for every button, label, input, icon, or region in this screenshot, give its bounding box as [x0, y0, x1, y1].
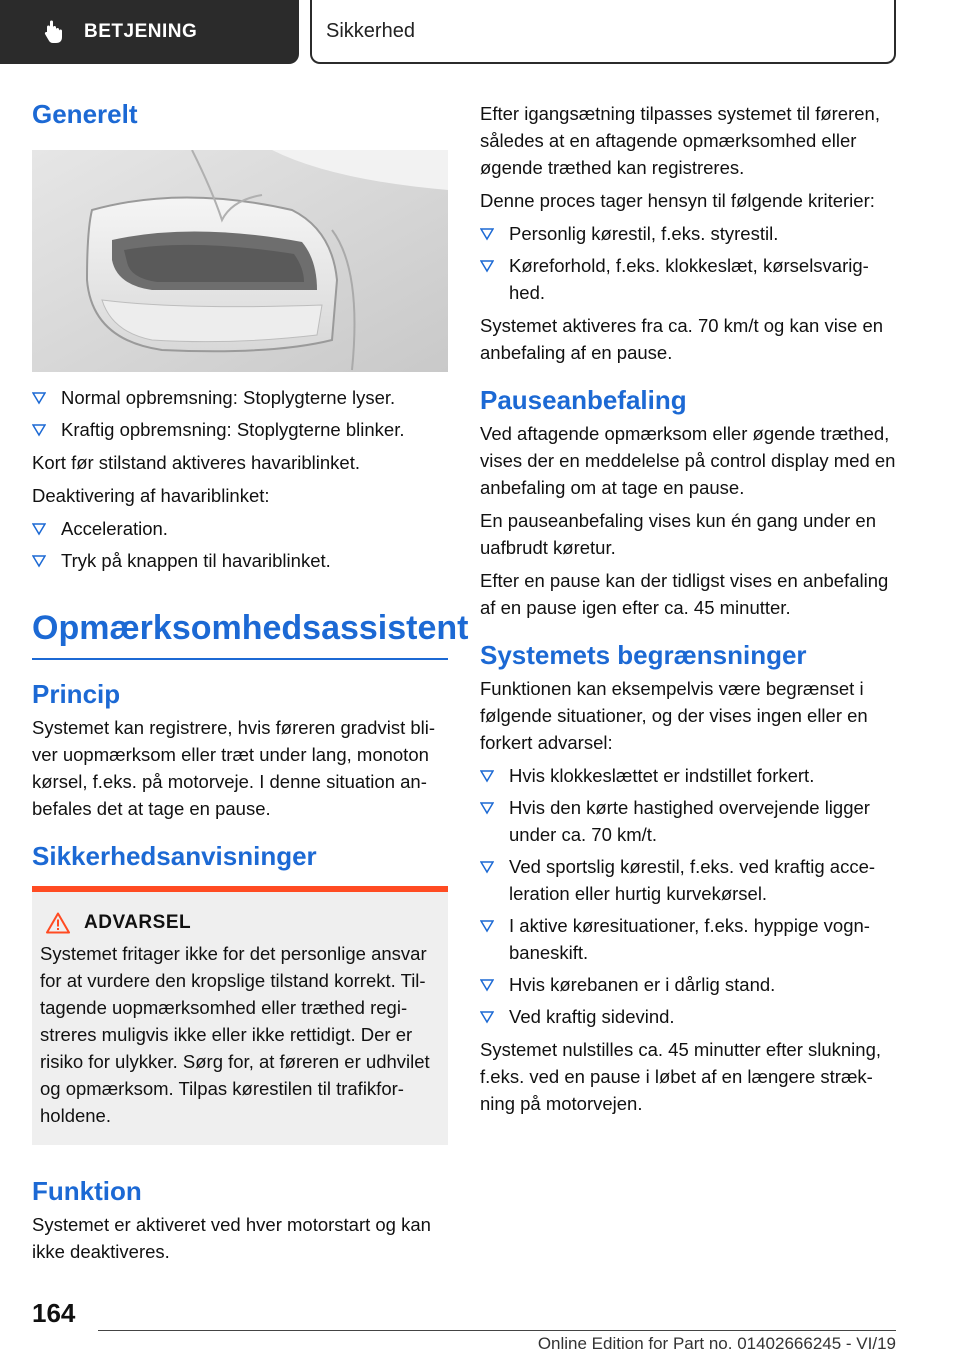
- limits-list: [480, 762, 896, 1030]
- paragraph: Funktionen kan eksempelvis være begrænset i følgende situationer, og der vises ingen eller en forkert advarsel:: [480, 678, 868, 753]
- list-item: Ved sportslig kørestil, f.eks. ved kraftig acceleration eller hurtig kurvekørsel.: [480, 853, 896, 907]
- warning-label: ADVARSEL: [84, 912, 192, 933]
- paragraph: Systemet nulstilles ca. 45 minutter efter slukning, f.eks. ved en pause i løbet af en længere strækning på motorvejen.: [480, 1039, 882, 1114]
- paragraph: Systemet aktiveres fra ca. 70 km/t og kan vise en anbefaling af en pause.: [480, 315, 884, 363]
- braking-list: [32, 384, 448, 443]
- hand-pointer-icon: [40, 17, 70, 47]
- list-item: I aktive køresituationer, f.eks. hyppige vognbaneskift.: [480, 912, 896, 966]
- chapter-label: BETJENING: [84, 21, 198, 42]
- tail-light-image: [32, 150, 448, 372]
- warning-triangle-icon: [46, 912, 70, 934]
- list-item: Personlig kørestil, f.eks. styrestil.: [480, 220, 896, 247]
- paragraph: Efter en pause kan der tidligst vises en anbefaling af en pause igen efter ca. 45 minutter.: [480, 570, 889, 618]
- funktion-heading: Funktion: [32, 1176, 142, 1206]
- list-item: Normal opbremsning: Stoplygterne lyser.: [32, 384, 448, 411]
- bullet-triangle-icon: [480, 860, 494, 874]
- list-item: Tryk på knappen til havariblinket.: [32, 547, 448, 574]
- pause-heading: Pauseanbefaling: [480, 385, 687, 415]
- edition-text: Online Edition for Part no. 01402666245 - VI/19: [537, 1334, 896, 1353]
- warning-text: Systemet fritager ikke for det personlige ansvar for at vurdere den kropslige tilstand korrekt. Tiltagende uopmærksomhed eller træthed registreres muligvis ikke eller ikke rettidigt. Der er risiko for ulykker. Sørg for, at føreren er udhvilet og opmærksom. Tilpas kørestilen til trafikforholdene.: [40, 943, 430, 1126]
- warning-box: [32, 886, 448, 1145]
- list-item: Kraftig opbremsning: Stoplygterne blinker.: [32, 416, 448, 443]
- bullet-triangle-icon: [32, 423, 46, 437]
- bullet-triangle-icon: [480, 769, 494, 783]
- paragraph: Kort før stilstand aktiveres havariblinket.: [32, 452, 360, 473]
- bullet-triangle-icon: [32, 391, 46, 405]
- left-column: [32, 98, 469, 1271]
- bullet-triangle-icon: [32, 554, 46, 568]
- list-item: Hvis klokkeslættet er indstillet forkert.: [480, 762, 896, 789]
- bullet-triangle-icon: [480, 801, 494, 815]
- list-item: Hvis den kørte hastighed overvejende ligger under ca. 70 km/t.: [480, 794, 896, 848]
- footer-divider: [98, 1330, 896, 1331]
- paragraph: En pauseanbefaling vises kun én gang under en uafbrudt køretur.: [480, 510, 876, 558]
- paragraph: Ved aftagende opmærksom eller øgende træthed, vises der en meddelelse på control display med en anbefaling om at tage en pause.: [480, 423, 896, 498]
- list-item: Ved kraftig sidevind.: [480, 1003, 896, 1030]
- paragraph: Systemet kan registrere, hvis føreren gradvist bliver uopmærksom eller træt under lang, monoton kørsel, f.eks. på motorveje. I denne situation anbefales det at tage en pause.: [32, 717, 436, 819]
- bullet-triangle-icon: [480, 919, 494, 933]
- bullet-triangle-icon: [32, 522, 46, 536]
- criteria-list: [480, 220, 896, 306]
- limits-heading: Systemets begrænsninger: [480, 640, 807, 670]
- paragraph: Efter igangsætning tilpasses systemet til føreren, således at en aftagende opmærksomhed eller øgende træthed kan registreres.: [480, 103, 880, 178]
- page-number: 164: [32, 1298, 76, 1328]
- deactivation-list: [32, 515, 448, 574]
- bullet-triangle-icon: [480, 259, 494, 273]
- warning-header: [40, 912, 440, 934]
- generelt-heading: Generelt: [32, 99, 138, 129]
- bullet-triangle-icon: [480, 227, 494, 241]
- list-item: Hvis kørebanen er i dårlig stand.: [480, 971, 896, 998]
- bullet-triangle-icon: [480, 1010, 494, 1024]
- paragraph: Denne proces tager hensyn til følgende kriterier:: [480, 190, 875, 211]
- section-label: Sikkerhed: [326, 19, 415, 42]
- list-item: Acceleration.: [32, 515, 448, 542]
- list-item: Køreforhold, f.eks. klokkeslæt, kørselsvarighed.: [480, 252, 896, 306]
- page-header: [0, 0, 960, 66]
- right-column: [480, 100, 896, 1123]
- page-footer: [0, 1292, 960, 1362]
- princip-heading: Princip: [32, 679, 121, 709]
- main-title: Opmærksomhedsassistent: [32, 606, 448, 660]
- paragraph: Systemet er aktiveret ved hver motorstart og kan ikke deaktiveres.: [32, 1214, 431, 1262]
- section-tab: [310, 0, 896, 64]
- paragraph: Deaktivering af havariblinket:: [32, 485, 270, 506]
- chapter-tab: [0, 0, 299, 64]
- sikkerhed-heading: Sikkerhedsanvisninger: [32, 841, 317, 871]
- bullet-triangle-icon: [480, 978, 494, 992]
